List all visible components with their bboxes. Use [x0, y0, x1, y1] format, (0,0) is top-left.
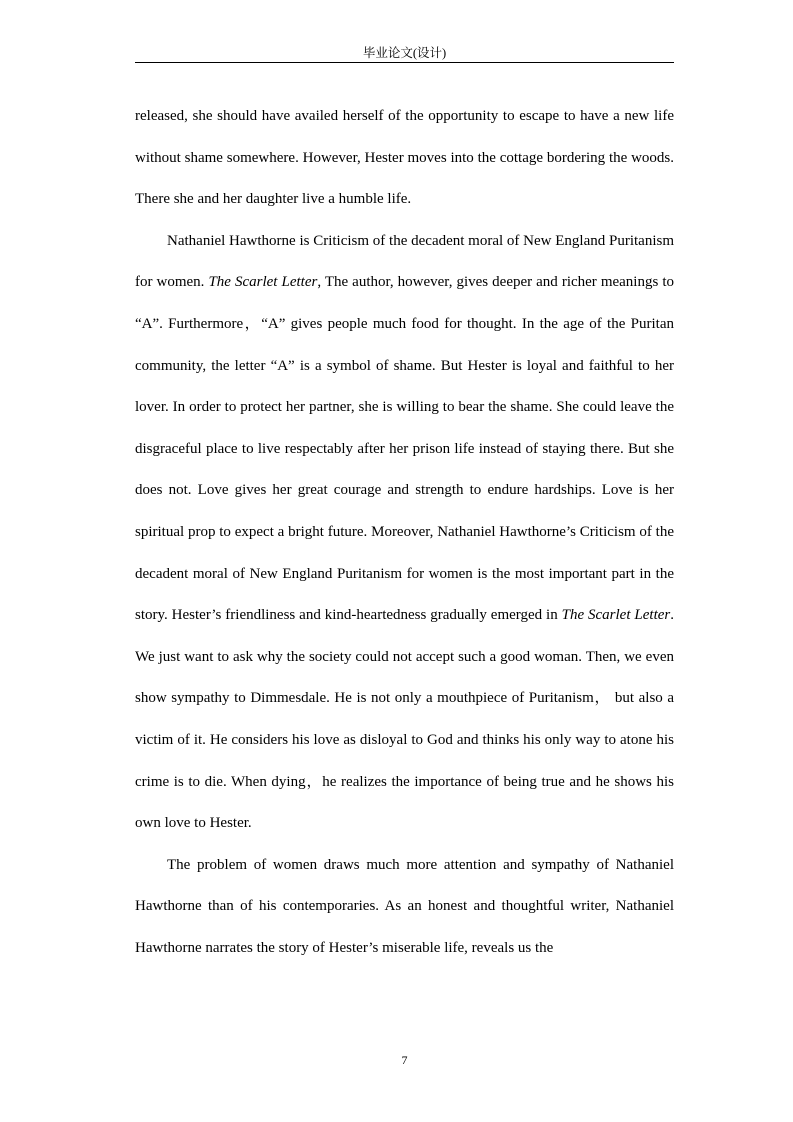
paragraph-2-text-2: , The author, however, gives deeper and richer meanings to “A”. Furthermore，“A” gives people much food for thought. In the age of the Puritan community, the letter “A” is a symbol of shame. But Hester is loyal and faithful to her lover. In order to protect her partner, she is willing to bear the shame. She could leave the disgraceful place to live respectably after her prison life instead of staying there. But she does not. Love gives her great courage and strength to endure hardships. Love is her spiritual prop to expect a bright future. Moreover, Nathaniel Hawthorne’s Criticism of the decadent moral of New England Puritanism for women is the most important part in the story. Hester’s friendliness and kind-heartedness gradually emerged in: [135, 274, 675, 624]
page-number: 7: [401, 1053, 408, 1067]
header-divider: [135, 62, 674, 63]
book-title-1: The Scarlet Letter: [208, 274, 318, 291]
paragraph-1: released, she should have availed herself of the opportunity to escape to have a new life without shame somewhere. However, Hester moves into the cottage bordering the woods. There she and her daughter live a humble life.: [135, 108, 674, 208]
paragraph-2: [135, 221, 674, 845]
paragraph-2-text-3: . We just want to ask why the society could not accept such a good woman. Then, we even show sympathy to Dimmesdale. He is not only a mouthpiece of Puritanism， but also a victim of it. He considers his love as disloyal to God and thinks his only way to atone his crime is to die. When dying，he realizes the importance of being true and he shows his own love to Hester.: [135, 607, 674, 832]
page-header: 毕业论文(设计): [362, 46, 447, 60]
book-title-2: The Scarlet Letter: [561, 607, 671, 624]
paragraph-3: The problem of women draws much more attention and sympathy of Nathaniel Hawthorne than of his contemporaries. As an honest and thoughtful writer, Nathaniel Hawthorne narrates the story of Hester’s miserable life, reveals us the: [135, 856, 674, 956]
document-body: [135, 96, 674, 969]
paragraph-2-text-1: Nathaniel Hawthorne is Criticism of the decadent moral of New England Puritanism for women.: [135, 232, 674, 291]
